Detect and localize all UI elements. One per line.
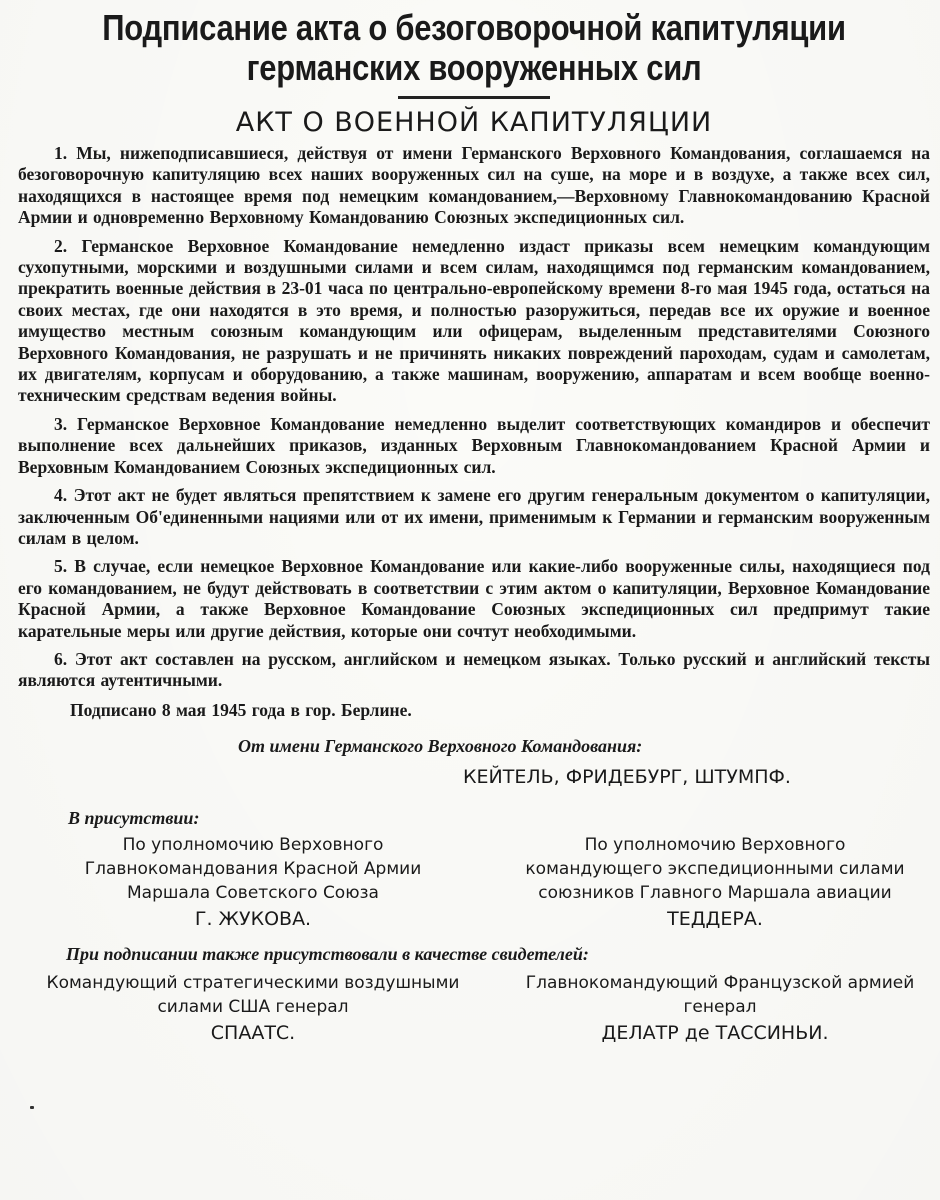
paragraph-3: 3. Германское Верховное Командование немедленно выделит соответствующих командиров и обеспечит выполнение всех дальнейших приказов, изданных Верховным Главнокомандованием Красной Армии и Верховным Командованием Союзных экспедиционных сил.	[18, 413, 930, 477]
france-witness-name: ДЕЛАТР де ТАССИНЬИ.	[601, 1022, 829, 1045]
soviet-line-1: По уполномочию Верховного	[122, 835, 384, 856]
headline-divider	[398, 96, 550, 99]
act-title: АКТ О ВОЕННОЙ КАПИТУЛЯЦИИ	[235, 107, 713, 138]
soviet-line-3: Маршала Советского Союза	[127, 883, 379, 904]
paragraph-6: 6. Этот акт составлен на русском, английском и немецком языках. Только русский и английский тексты являются аутентичными.	[18, 648, 930, 691]
witness-label: При подписании также присутствовали в качестве свидетелей:	[66, 944, 589, 965]
witness-columns	[18, 971, 930, 1045]
headline	[82, 0, 866, 88]
soviet-representative	[18, 833, 488, 931]
presence-label: В присутствии:	[68, 808, 200, 829]
german-side-label: От имени Германского Верховного Командования:	[238, 736, 643, 757]
paragraph-2: 2. Германское Верховное Командование немедленно издаст приказы всем немецким командующим сухопутными, морскими и воздушными силами и всем силам, находящимся под германским командованием, прекратить военные действия в 23-01 часа по центрально-европейскому времени 8-го мая 1945 года, остаться на своих местах, где они находятся в это время, и полностью разоружиться, передав все их оружие и военное имущество местным союзным командующим или офицерам, выделенным представителями Союзного Верховного Командования, не разрушать и не причинять никаких повреждений пароходам, судам и самолетам, их двигателям, корпусам и оборудованию, а также машинам, вооружению, аппаратам и всем вообще военно-техническим средствам ведения войны.	[18, 235, 930, 406]
soviet-name: Г. ЖУКОВА.	[194, 908, 312, 931]
allied-representative	[500, 833, 930, 931]
presence-columns	[18, 833, 930, 931]
signed-line: Подписано 8 мая 1945 года в гор. Берлине.	[70, 699, 412, 720]
france-witness-text: Главнокомандующий Французской армией генерал	[525, 973, 915, 1018]
headline-line-1: Подписание акта о безоговорочной капитуляции	[102, 7, 846, 48]
act-body	[18, 143, 930, 721]
paragraph-1: 1. Мы, нижеподписавшиеся, действуя от имени Германского Верховного Командования, соглашаемся на безоговорочную капитуляцию всех наших вооруженных сил на суше, на море и в воздухе, а также всех сил, находящихся в настоящее время под немецким командованием,—Верховному Главнокомандованию Красной Армии и одновременно Верховному Командованию Союзных экспедиционных сил.	[18, 143, 930, 228]
allied-name: ТЕДДЕРА.	[667, 908, 763, 931]
headline-line-2: германских вооруженных сил	[246, 47, 702, 88]
allied-line-1: По уполномочию Верховного	[584, 835, 846, 856]
usa-witness-text: Командующий стратегическими воздушными силами США генерал	[46, 973, 460, 1018]
german-signatories: КЕЙТЕЛЬ, ФРИДЕБУРГ, ШТУМПФ.	[463, 766, 791, 789]
allied-line-2: командующего экспедиционными силами	[525, 859, 905, 880]
paragraph-4: 4. Этот акт не будет являться препятствием к замене его другим генеральным документом о капитуляции, заключенным Об'единенными нациями или от их имени, применимым к Германии и германским вооруженным силам в целом.	[18, 485, 930, 548]
ink-speck	[30, 1106, 34, 1109]
france-witness	[500, 971, 930, 1045]
usa-witness-name: СПААТС.	[210, 1022, 296, 1045]
usa-witness	[18, 971, 488, 1045]
soviet-line-2: Главнокомандования Красной Армии	[84, 859, 422, 880]
paragraph-5: 5. В случае, если немецкое Верховное Командование или какие-либо вооруженные силы, находящиеся под его командованием, не будут действовать в соответствии с этим актом о капитуляции, Верховное Командование Красной Армии, а также Верховное Командование Союзных экспедиционных сил предпримут такие карательные меры или другие действия, которые они сочтут необходимыми.	[18, 556, 930, 641]
allied-line-3: союзников Главного Маршала авиации	[538, 883, 892, 904]
